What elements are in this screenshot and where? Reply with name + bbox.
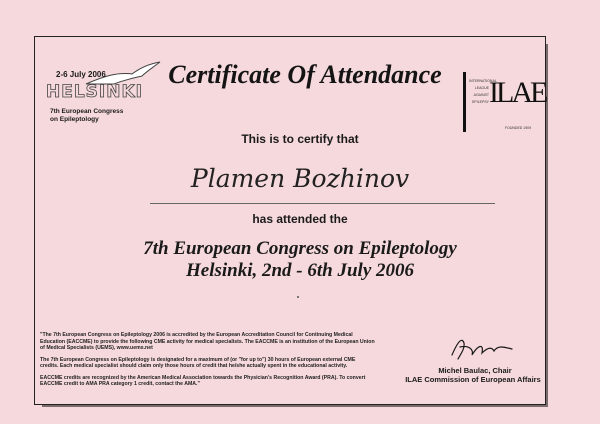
name-underline [150, 203, 495, 204]
event-name: 7th European Congress on Epileptology [143, 238, 457, 259]
event-dates: Helsinki, 2nd - 6th July 2006 [185, 260, 415, 281]
accreditation-note: EACCME credits are recognized by the American Medical Association towards the Physician's Recognition Award (PRA). To convert EACCME credit to AMA PRA category 1 credit, contact the AMA." [40, 374, 366, 387]
accreditation-note: "The 7th European Congress on Epileptology 2006 is accredited by the European Accreditation Council for Continuing Medical Education (EACCME) to provide the following CME activity for medical specialists. The EACCME is an institution of the European Union of Medical Specialists (UEMS), www.uems.net [40, 332, 375, 351]
congress-subtitle-1: 7th European Congress [50, 108, 124, 115]
ilae-bar [463, 72, 466, 132]
signer-name: Michel Baulac, Chair [438, 366, 512, 375]
attended-text: has attended the [252, 212, 348, 226]
congress-city: HELSINKI [46, 82, 143, 102]
congress-subtitle-2: on Epileptology [50, 116, 99, 123]
congress-date: 2-6 July 2006 [56, 70, 106, 79]
certify-text: This is to certify that [241, 132, 359, 146]
signer-title: ILAE Commission of European Affairs [405, 375, 541, 384]
ilae-league-text: INTERNATIONAL LEAGUE AGAINST EPILEPSY [469, 79, 497, 104]
ilae-logo [463, 72, 546, 134]
ilae-founded: FOUNDED 1909 [505, 126, 532, 130]
accreditation-note: The 7th European Congress on Epileptology is designated for a maximum of (or "for up to") 30 hours of European external CME credits. Each medical specialist should claim only those hours of credit that he/she actually spent in the educational activity. [40, 356, 356, 369]
signature [448, 333, 518, 363]
recipient-name: Plamen Bozhinov [190, 164, 410, 193]
decorative-dot [297, 296, 299, 298]
accreditation-notes [40, 332, 375, 393]
congress-logo [44, 58, 154, 128]
certificate-title: Certificate Of Attendance [168, 60, 442, 89]
ilae-letters: ILAE [489, 76, 546, 109]
